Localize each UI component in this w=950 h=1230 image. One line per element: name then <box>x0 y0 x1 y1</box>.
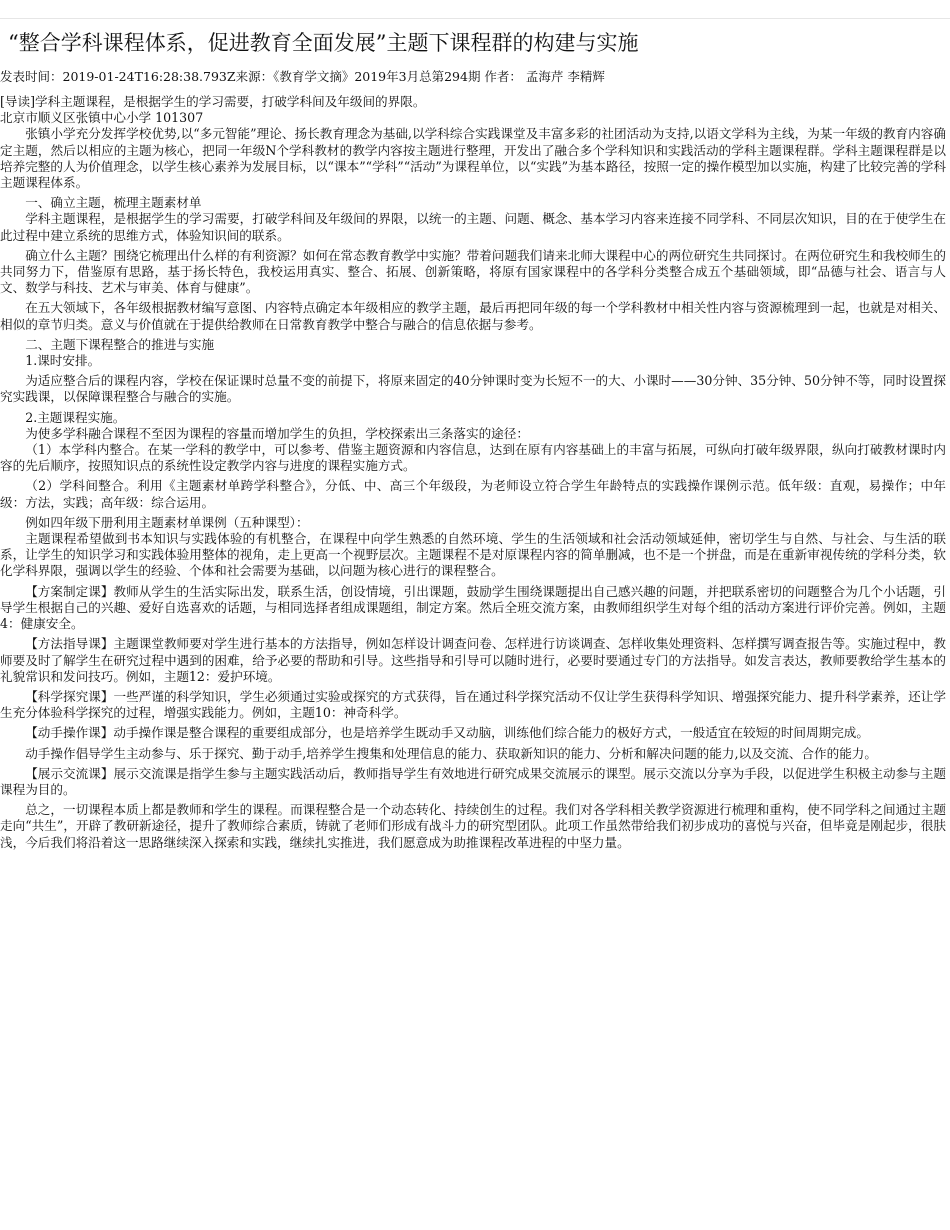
paragraph: 学科主题课程，是根据学生的学习需要，打破学科间及年级间的界限，以统一的主题、问题、概念、基本学习内容来连接不同学科、不同层次知识，目的在于使学生在此过程中建立系统的思维方式，体验知识间的联系。 <box>0 211 946 243</box>
article-affiliation: 北京市顺义区张镇中心小学 101307 <box>0 110 204 126</box>
paragraph: 在五大领域下，各年级根据教材编写意图、内容特点确定本年级相应的教学主题，最后再把同年级的每一个学科教材中相关性内容与资源梳理到一起，也就是对相关、相似的章节归类。意义与价值就在于提供给教师在日常教育教学中整合与融合的信息依据与参考。 <box>0 300 946 332</box>
article-meta: 发表时间：2019-01-24T16:28:38.793Z来源：《教育学文摘》2019年3月总第294期 作者： 孟海芹 李精辉 <box>0 69 605 84</box>
paragraph: 【科学探究课】一些严谨的科学知识，学生必须通过实验或探究的方式获得，旨在通过科学探究活动不仅让学生获得科学知识、增强探究能力、提升科学素养，还让学生充分体验科学探究的过程，增强实践能力。例如，主题10：神奇科学。 <box>0 688 946 721</box>
paragraph: （1）本学科内整合。在某一学科的教学中，可以参考、借鉴主题资源和内容信息，达到在原有内容基础上的丰富与拓展，可纵向打破年级界限，纵向打破教材课时内容的先后顺序，按照知识点的系统性设定教学内容与进度的课程实施方式。 <box>0 442 946 474</box>
paragraph: 【方法指导课】主题课堂教师要对学生进行基本的方法指导，例如怎样设计调查问卷、怎样进行访谈调查、怎样收集处理资料、怎样撰写调查报告等。实施过程中，教师要及时了解学生在研究过程中遇到的困难，给予必要的帮助和引导。这些指导和引导可以随时进行，必要时要通过专门的方法指导。如发言表达，教师要教给学生基本的礼貌常识和发问技巧。例如，主题12：爱护环境。 <box>0 636 946 684</box>
paragraph: （2）学科间整合。利用《主题素材单跨学科整合》，分低、中、高三个年级段，为老师设立符合学生年龄特点的实践操作课例示范。低年级：直观，易操作；中年级：方法，实践；高年级：综合运用。 <box>0 478 946 510</box>
paragraph: 张镇小学充分发挥学校优势,以“多元智能”理论、扬长教育理念为基础,以学科综合实践课堂及丰富多彩的社团活动为支持,以语文学科为主线，为某一年级的教育内容确定主题，然后以相应的主题为核心，把同一年级N个学科教材的教学内容按主题进行整理，开发出了融合多个学科知识和实践活动的学科主题课程群。学科主题课程群是以培养完整的人为价值理念，以学生核心素养为发展目标，以“课本”“学科”“活动”为课程单位，以“实践”为基本路径，按照一定的操作模型加以实施，构建了比较完善的学科主题课程体系。 <box>0 126 946 191</box>
paragraph: 【方案制定课】教师从学生的生活实际出发，联系生活，创设情境，引出课题，鼓励学生围绕课题提出自己感兴趣的问题，并把联系密切的问题整合为几个小话题，引导学生根据自己的兴趣、爱好自选喜欢的话题，与相同选择者组成课题组，制定方案。然后全班交流方案，由教师组织学生对每个组的活动方案进行评价完善。例如，主题4：健康安全。 <box>0 583 946 632</box>
paragraph: 【动手操作课】动手操作课是整合课程的重要组成部分，也是培养学生既动手又动脑，训练他们综合能力的极好方式，一般适宜在较短的时间周期完成。 <box>25 725 869 741</box>
paragraph: 例如四年级下册利用主题素材单课例（五种课型）： <box>25 514 309 530</box>
paragraph: 总之，一切课程本质上都是教师和学生的课程。而课程整合是一个动态转化、持续创生的过程。我们对各学科相关教学资源进行梳理和重构，使不同学科之间通过主题走向“共生”，开辟了教研新途径，提升了教师综合素质，铸就了老师们形成有战斗力的研究型团队。此项工作虽然带给我们初步成功的喜悦与兴奋，但毕竟是刚起步，很肤浅，今后我们将沿着这一思路继续深入探索和实践，继续扎实推进，我们愿意成为助推课程改革进程的中坚力量。 <box>0 802 946 850</box>
paragraph: 为使多学科融合课程不至因为课程的容量而增加学生的负担，学校探索出三条落实的途径： <box>25 425 529 441</box>
article-body <box>0 94 946 851</box>
paragraph: 主题课程希望做到书本知识与实践体验的有机整合，在课程中向学生熟悉的自然环境、学生的生活领域和社会活动领域延伸，密切学生与自然、与社会、与生活的联系，让学生的知识学习和实践体验用整体的视角，走上更高一个视野层次。主题课程不是对原课程内容的简单删减，也不是一个拼盘，而是在重新审视传统的学科分类，软化学科界限，强调以学生的经验、个体和社会需要为基础，以问题为核心进行的课程整合。 <box>0 531 946 579</box>
article-title: “整合学科课程体系，促进教育全面发展”主题下课程群的构建与实施 <box>8 31 639 56</box>
paragraph: 动手操作倡导学生主动参与、乐于探究、勤于动手,培养学生搜集和处理信息的能力、获取新知识的能力、分析和解决问题的能力,以及交流、合作的能力。 <box>25 745 877 761</box>
section-heading: 二、主题下课程整合的推进与实施 <box>25 336 215 352</box>
subsection-heading: 2.主题课程实施。 <box>25 409 126 425</box>
top-divider <box>0 18 950 19</box>
paragraph: 为适应整合后的课程内容，学校在保证课时总量不变的前提下，将原来固定的40分钟课时变为长短不一的大、小课时——30分钟、35分钟、50分钟不等，同时设置探究实践课，以保障课程整合与融合的实施。 <box>0 373 946 405</box>
section-heading: 一、确立主题，梳理主题素材单 <box>25 195 202 211</box>
paragraph: 确立什么主题？围绕它梳理出什么样的有利资源？如何在常态教育教学中实施？带着问题我们请来北师大课程中心的两位研究生共同探讨。在两位研究生和我校师生的共同努力下，借鉴原有思路，基于扬长特色，我校运用真实、整合、拓展、创新策略，将原有国家课程中的各学科分类整合成五个基础领域，即“品德与社会、语言与人文、数学与科技、艺术与审美、体育与健康”。 <box>0 247 946 296</box>
paragraph: 【展示交流课】展示交流课是指学生参与主题实践活动后，教师指导学生有效地进行研究成果交流展示的课型。展示交流以分享为手段，以促进学生积极主动参与主题课程为目的。 <box>0 765 946 797</box>
subsection-heading: 1.课时安排。 <box>25 353 101 369</box>
article-lead: [导读]学科主题课程，是根据学生的学习需要，打破学科间及年级间的界限。 <box>0 94 426 109</box>
